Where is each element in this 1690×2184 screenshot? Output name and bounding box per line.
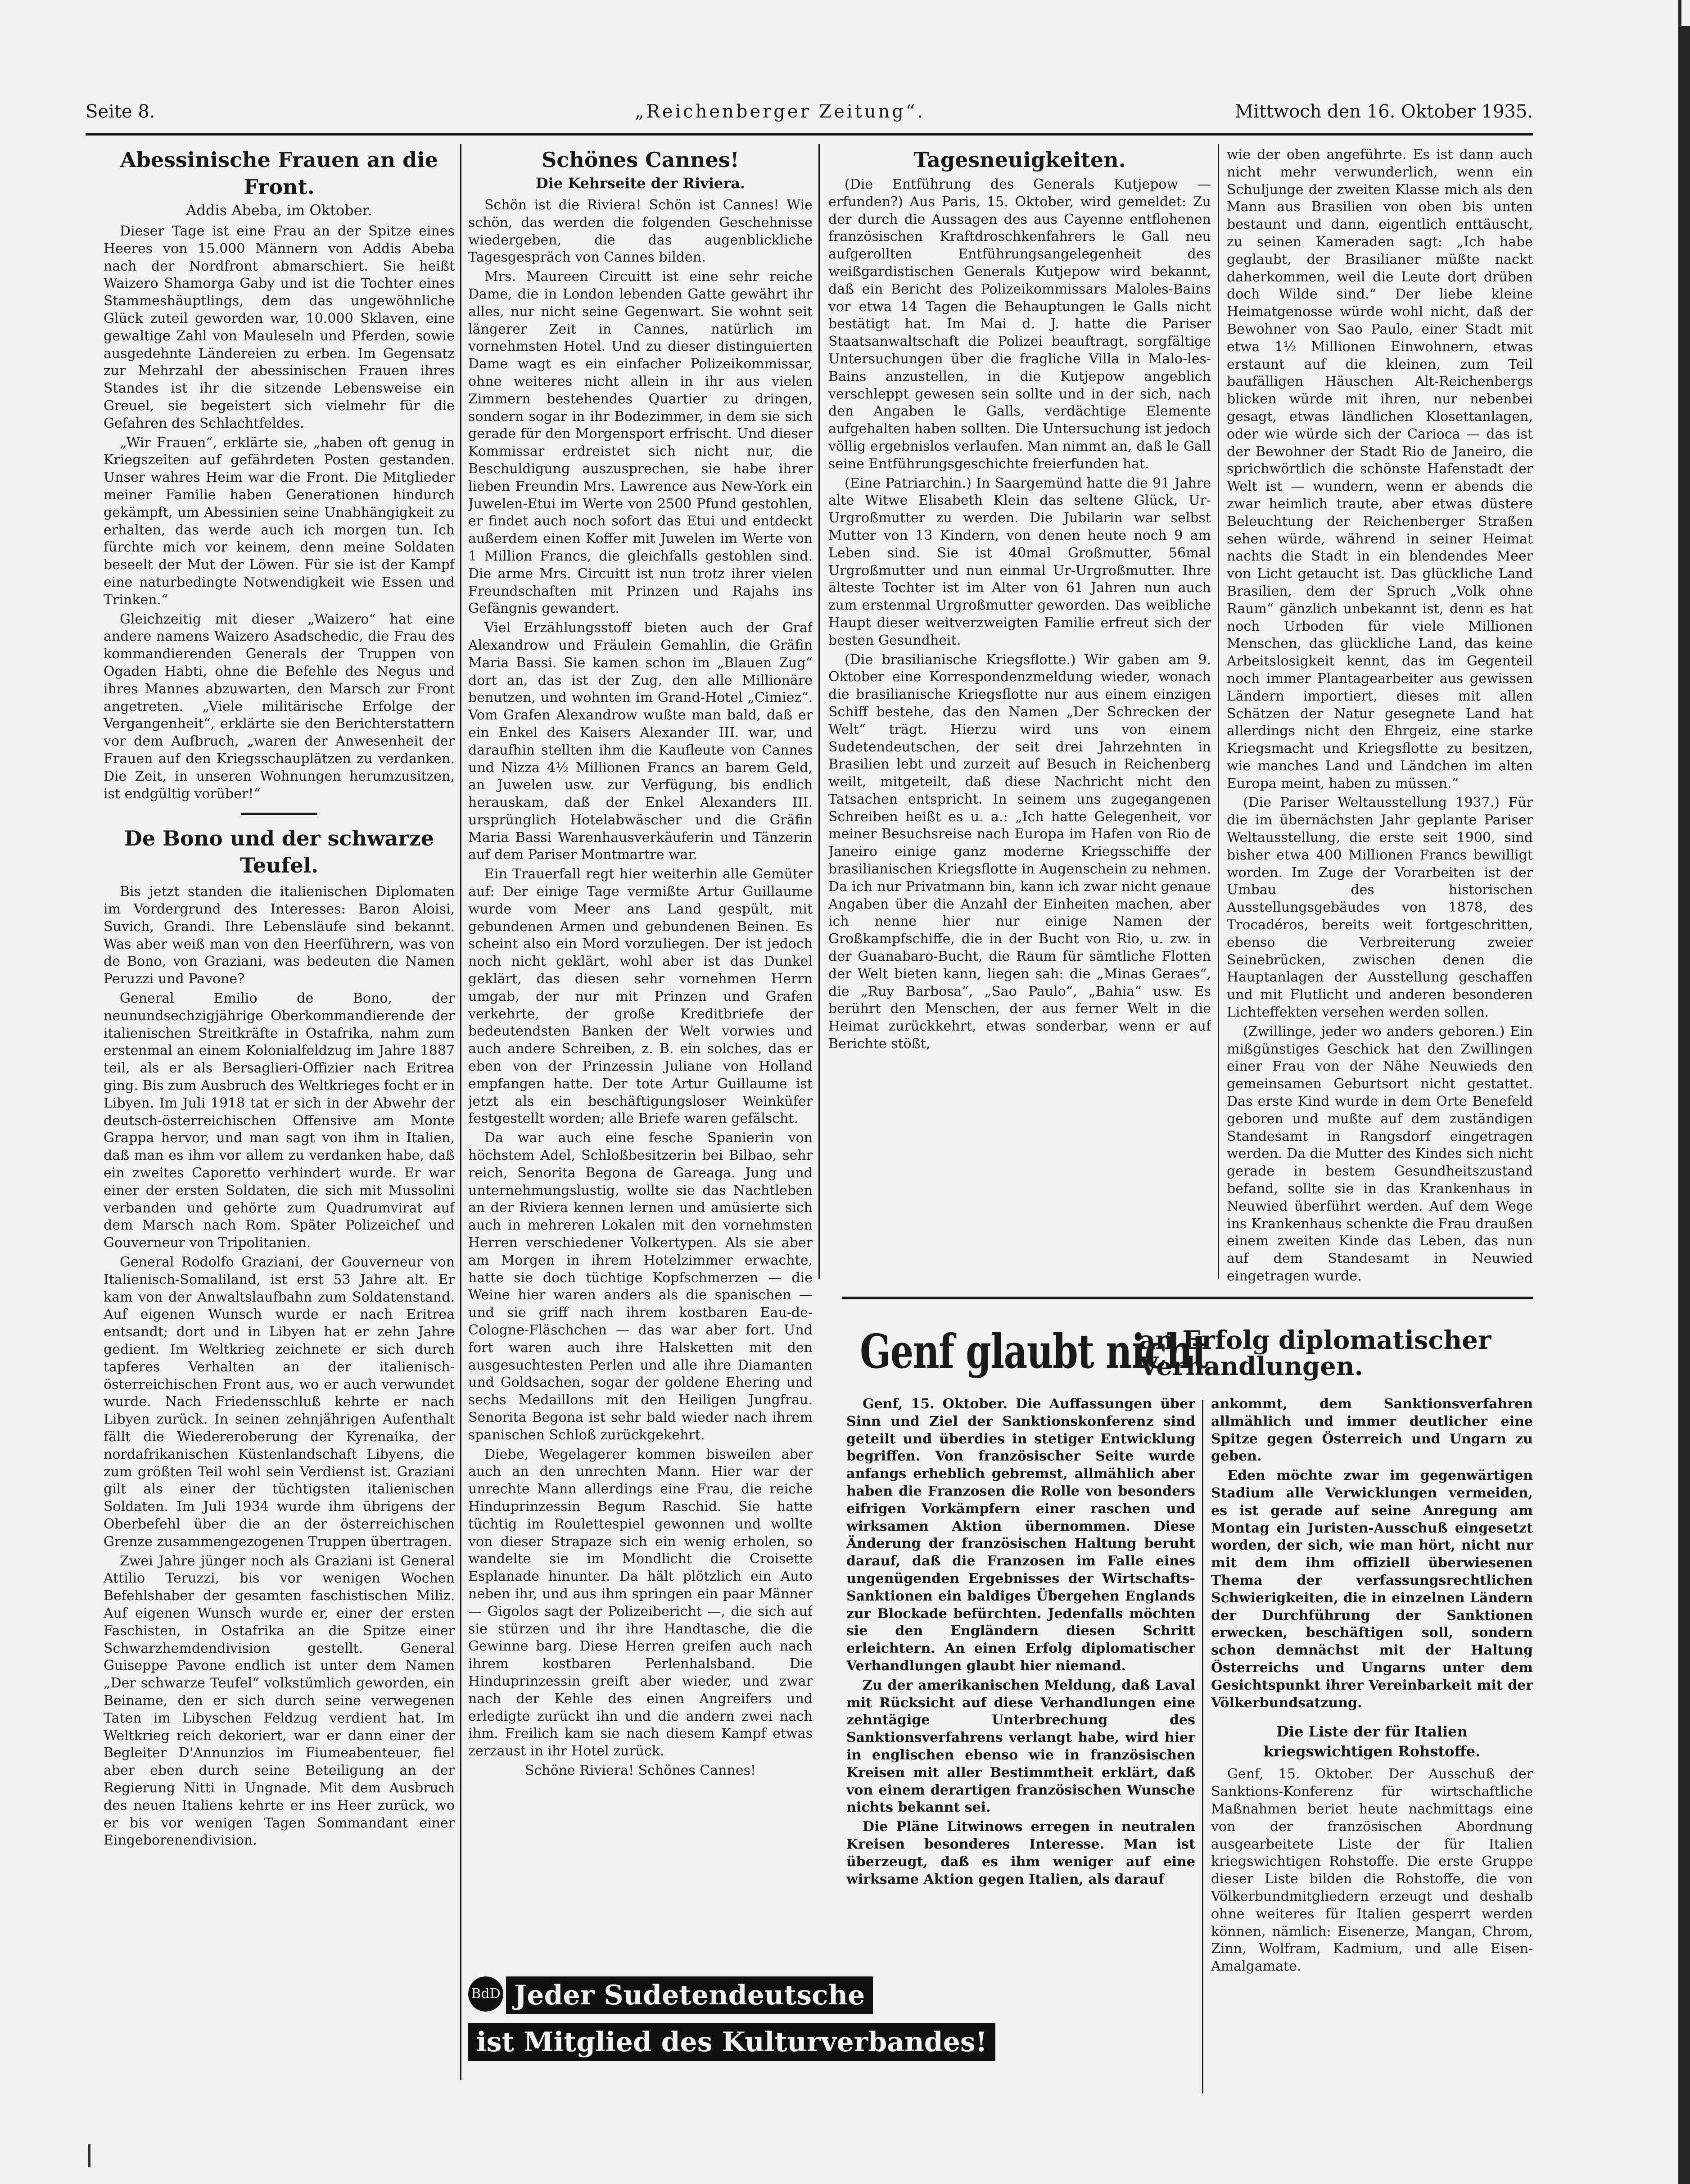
paragraph: Die Pläne Litwinows erregen in neutralen Kreisen besonderes Interesse. Man ist überzeugt, daß es ihm weniger auf eine wirksame Aktion gegen Italien, als darauf — [846, 1819, 1195, 1887]
article-title-cannes: Schönes Cannes! — [542, 148, 739, 172]
ad-line-1: Jeder Sudetendeutsche — [506, 1976, 873, 2014]
paragraph: Gleichzeitig mit dieser „Waizero“ hat eine andere namens Waizero Asadschedic, die Frau des kommandierenden Generals der Truppen von Ogaden Habti, ohne die Befehle des Negus und ihres Mannes abzuwarten, den Marsch zur Front angetreten. „Viele militärische Erfolge der Vergangenheit“, erklärte sie den Berichterstattern vor dem Aufbruch, „waren der Anwesenheit der Frauen auf den Kriegsschauplätzen zu verdanken. Die Zeit, in unseren Wohnungen herumzusitzen, ist endgültig vorüber!“ — [104, 611, 455, 802]
closing-line: Schöne Riviera! Schönes Cannes! — [524, 1762, 756, 1778]
margin-mark — [88, 2144, 90, 2167]
article-title-abyssinian-women: Abessinische Frauen an die Front. — [120, 148, 438, 199]
page-edge — [1678, 0, 1690, 2184]
paragraph: Dieser Tage ist eine Frau an der Spitze eines Heeres von 15.000 Männern von Addis Abeba nach der Nordfront abmarschiert. Sie heißt Waizero Shamorga Gaby und ist die Tochter eines Stammeshäuptlings, dem das ungewöhnliche Glück zuteil geworden war, 10.000 Sklaven, eine gewaltige Zahl von Mauleseln und Pferden, sowie ausgedehnte Ländereien zu erben. Im Gegensatz zur Mehrzahl der abessinischen Frauen ihres Standes ist ihr die sitzende Lebensweise ein Greuel, sie begeistert sich vielmehr für die Gefahren des Schlachtfeldes. — [104, 223, 455, 431]
paragraph: (Die Pariser Weltausstellung 1937.) Für die im übernächsten Jahr geplante Pariser Weltausstellung, die erste seit 1900, sind bisher etwa 400 Millionen Francs bewilligt worden. Im Zuge der Vorarbeiten ist der Umbau des historischen Ausstellungsgebäudes von 1878, des Trocadéros, bereits weit fortgeschritten, ebenso die Verbreiterung zweier Seinebrücken, zwischen denen die Hauptanlagen der Ausstellung geschaffen und mit Flutlicht und anderen besonderen Lichteffekten versehen werden sollen. — [1227, 795, 1533, 1021]
paragraph: Viel Erzählungsstoff bieten auch der Graf Alexandrow und Fräulein Gemahlin, die Gräfin Maria Bassi. Sie kamen schon im „Blauen Zug“ dort an, das ist der Zug, den alle Millionäre benutzen, und wohnten im Grand-Hotel „Cimiez“. Vom Grafen Alexandrow wußte man bald, daß er ein Enkel des Kaisers Alexander III. war, und daraufhin stellten ihm die Kaufleute von Cannes und Nizza 4½ Millionen Francs an barem Geld, an Juwelen usw. zur Verfügung, bis endlich herauskam, daß der Enkel Alexanders III. ursprünglich Hotelabwäscher und die Gräfin Maria Bassi Warenhausverkäuferin und Tänzerin auf dem Pariser Montmartre war. — [468, 620, 813, 863]
page-number: Seite 8. — [86, 101, 155, 122]
paragraph: Mrs. Maureen Circuitt ist eine sehr reiche Dame, die in London lebenden Gatte gewährt ihr alles, nur nicht seine Gegenwart. Sie wohnt seit längerer Zeit in Cannes, natürlich im vornehmsten Hotel. Und zu dieser distinguierten Dame wagt es ein einfacher Polizeikommissar, ohne weiteres nicht allein in ihr aus vielen Zimmern bestehendes Quartier zu dringen, sondern sogar in ihr Bodezimmer, in dem sie sich gerade für den Morgensport erfrischt. Und dieser Kommissar erdreistet sich nicht nur, die Beschuldigung auszusprechen, sie habe ihrer lieben Freundin Mrs. Lawrence aus New-York ein Juwelen-Etui im Werte von 2500 Pfund gestohlen, er findet auch noch sofort das Etui und entdeckt außerdem einen Koffer mit Juwelen im Werte von 1 Million Francs, die gleichfalls gestohlen sind. Die arme Mrs. Circuitt ist nun trotz ihrer vielen Freundschaften mit Prinzen und Rajahs ins Gefängnis gewandert. — [468, 269, 813, 617]
paragraph: Ein Trauerfall regt hier weiterhin alle Gemüter auf: Der einige Tage vermißte Artur Guillaume wurde vom Meer ans Land gespült, mit gebundenen Armen und gebundenen Beinen. Es scheint also ein Mord vorzuliegen. Der ist jedoch noch nicht geklärt, wohl aber ist das Dunkel geklärt, das diesen sehr vornehmen Herrn umgab, der nur mit Prinzen und Grafen verkehrte, der große Kreditbriefe der bedeutendsten Banken der Welt vorwies und auch andere Schreiben, z. B. ein solches, das er eben von der Prinzessin Juliane von Holland empfangen hatte. Der tote Artur Guillaume ist jetzt als ein beschäftigungsloser Weinküfer festgestellt worden; alle Briefe waren gefälscht. — [468, 866, 813, 1127]
paragraph: General Emilio de Bono, der neunundsechzigjährige Oberkommandierende der italienischen Streitkräfte in Ostafrika, nahm zum erstenmal an einem Kolonialfeldzug im Jahre 1887 teil, als er als Bersaglieri-Offizier nach Eritrea ging. Bis zum Ausbruch des Weltkrieges focht er in Libyen. Im Juli 1918 tat er sich in der Abwehr der deutsch-österreichischen Offensive am Monte Grappa hervor, und man sagt von ihm in Italien, daß man es ihm vor allem zu verdanken habe, daß ein zweites Caporetto verhindert wurde. Er war einer der ersten Soldaten, die sich mit Mussolini verbanden und gehörte zum Quadrumvirat auf dem Marsch nach Rom. Später Polizeichef und Gouverneur von Tripolitanien. — [104, 990, 455, 1251]
page-header — [86, 101, 1533, 128]
article-title-daily-news: Tagesneuigkeiten. — [913, 148, 1126, 172]
paragraph: ankommt, dem Sanktionsverfahren allmählich und immer deutlicher eine Spitze gegen Österreich und Ungarn zu geben. — [1211, 1396, 1533, 1465]
article-subtitle-cannes: Die Kehrseite der Riviera. — [535, 175, 746, 192]
paragraph: Da war auch eine fesche Spanierin von höchstem Adel, Schloßbesitzerin bei Bilbao, sehr reich, Senorita Begona de Gareaga. Jung und unternehmungslustig, wollte sie das Nachtleben an der Riviera kennen lernen und amüsierte sich auch in mehreren Lokalen mit den vornehmsten Herren verschiedener Volkertypen. Als sie aber am Morgen in ihrem Hotelzimmer erwachte, hatte sie doch tüchtige Kopfschmerzen — die Weine hier waren anders als die spanischen — und sie griff nach ihrem kostbaren Eau-de-Cologne-Fläschchen — das war aber fort. Und fort waren auch ihre Halsketten mit den ausgesuchtesten Perlen und alle ihre Diamanten und Goldsachen, sogar der goldene Ehering und sechs Medaillons mit den Heiligen Jungfrau. Senorita Begona ist sehr bald wieder nach ihrem spanischen Schloß zurückgekehrt. — [468, 1130, 813, 1443]
column-3 — [828, 146, 1211, 1290]
association-logo: BdD — [468, 1976, 503, 2012]
paragraph: (Die brasilianische Kriegsflotte.) Wir gaben am 9. Oktober eine Korrespondenzmeldung wieder, wonach die brasilianische Kriegsflotte nur aus einem einzigen Schiff bestehe, das den Namen „Der Schrecken der Welt“ trägt. Hierzu wird uns von einem Sudetendeutschen, der seit drei Jahrzehnten in Brasilien lebt und zurzeit auf Besuch in Reichenberg weilt, mitgeteilt, daß diese Nachricht nicht den Tatsachen entspricht. In seinem uns zugegangenen Schreiben heißt es u. a.: „Ich hatte Gelegenheit, vor meiner Besuchsreise nach Europa im Hafen von Rio de Janeiro einige ganz moderne Kriegsschiffe der brasilianischen Kriegsflotte in Augenschein zu nehmen. Da ich nur Privatmann bin, kann ich zwar nicht genaue Angaben über die Anzahl der Einheiten machen, aber ich nenne hier nur einige Namen der Großkampfschiffe, die in der Bucht von Rio, u. zw. in der Guanabaro-Bucht, die Raum für sämtliche Flotten der Welt bieten kann, liegen sah: die „Minas Geraes“, die „Ruy Barbosa“, „Sao Paulo“, „Bahia“ usw. Es berührt den Menschen, der aus ferner Welt in die Heimat zurückkehrt, etwas sonderbar, wenn er auf Berichte stößt, — [828, 651, 1211, 1052]
article-title-de-bono: De Bono und der schwarze Teufel. — [124, 826, 434, 878]
subsection-title-raw-materials: Die Liste der für Italien kriegswichtigen Rohstoffe. — [1263, 1723, 1481, 1760]
paragraph: Genf, 15. Oktober. Der Ausschuß der Sanktions-Konferenz für wirtschaftliche Maßnahmen beriet heute nachmittags eine von der französischen Abordnung ausgearbeitete Liste der für Italien kriegswichtigen Rohstoffe. Die erste Gruppe dieser Liste bilden die Rohstoffe, die von Völkerbundmitgliedern erzeugt und deshalb ohne weiteres für Italien gesperrt werden können, nämlich: Eisenerze, Mangan, Chrom, Zinn, Wolfram, Kadmium, und alle Eisen-Amalgamate. — [1211, 1766, 1533, 1975]
column-1 — [104, 146, 455, 2082]
geneva-column-left — [846, 1396, 1195, 2094]
paragraph: (Zwillinge, jeder wo anders geboren.) Ein mißgünstiges Geschick hat den Zwillingen einer Frau von der Nähe Neuwieds den gemeinsamen Geburtsort nicht gestattet. Das erste Kind wurde in dem Orte Benefeld geboren und mußte auf dem zuständigen Standesamt in Rangsdorf eingetragen werden. Da die Mutter des Kindes sich nicht gerade in bestem Gesundheitszustand befand, sollte sie in das Krankenhaus in Neuwied überführt werden. Auf dem Wege ins Krankenhaus schenkte die Frau draußen einem zweiten Kinde das Leben, das nun auf dem Standesamt in Neuwied eingetragen wurde. — [1227, 1023, 1533, 1284]
paragraph: (Eine Patriarchin.) In Saargemünd hatte die 91 Jahre alte Witwe Elisabeth Klein das seltene Glück, Ur-Urgroßmutter zu werden. Die Jubilarin war selbst Mutter von 13 Kindern, von denen heute noch 9 am Leben sind. Sie ist 40mal Großmutter, 56mal Urgroßmutter und nun einmal Ur-Urgroßmutter. Ihre älteste Tochter ist im Alter von 61 Jahren nun auch zum erstenmal Urgroßmutter geworden. Das weibliche Haupt dieser weitverzweigten Familie erfreut sich der besten Gesundheit. — [828, 475, 1211, 648]
newspaper-title: „Reichenberger Zeitung“. — [635, 101, 926, 122]
geneva-headline — [860, 1324, 1535, 1387]
paragraph: Diebe, Wegelagerer kommen bisweilen aber auch an den unrechten Mann. Hier war der unrechte Mann allerdings eine Frau, die reiche Hinduprinzessin Begum Raschid. Sie hatte tüchtig im Roulettespiel gewonnen und wollte von dieser Strapaze sich ein wenig erholen, so wandelte sie im Mondlicht die Croisette Esplanade hinunter. Da hält plötzlich ein Auto neben ihr, und aus ihm springen ein paar Männer — Gigolos sagt der Polizeibericht —, die sich auf sie stürzen und ihr ihre Handtasche, die die Gewinne barg. Diese Herren greifen auch nach ihrem kostbaren Perlenhalsband. Die Hinduprinzessin greift aber wieder, und zwar nach der Kehle des einen Angreifers und erledigte zurückt ihn und die andern zwei nach ihm. Freilich kam sie nach diesem Kampf etwas zerzaust in ihr Hotel zurück. — [468, 1446, 813, 1759]
column-rule-3 — [1218, 144, 1219, 1279]
paragraph: wie der oben angeführte. Es ist dann auch nicht mehr verwunderlich, wenn ein Schuljunge der zweiten Klasse mich als den Mann aus Brasilien von oben bis unten bestaunt und dann, eigentlich enttäuscht, zu seinen Kameraden sagt: „Ich habe geglaubt, der Brasilianer müßte nackt daherkommen, weil die Leute dort drüben doch Wilde sind.“ Der liebe kleine Heimatgenosse würde wohl nicht, daß der Bewohner von Sao Paulo, einer Stadt mit etwa 1½ Millionen Einwohnern, etwas erstaunt auf die kleinen, zum Teil baufälligen Häuschen Alt-Reichenbergs blicken würde mit ihren, nur nebenbei gesagt, etwas ländlichen Klosettanlagen, oder wie würde sich der Carioca — das ist der Bewohner der Stadt Rio de Janeiro, die sprichwörtlich die schönste Hafenstadt der Welt ist — wundern, wenn er abends die zwar heimlich traute, aber etwas düstere Beleuchtung der Reichenberger Straßen sehen würde, während in seiner Heimat nachts die Stadt in ein blendendes Meer von Licht getaucht ist. Das glückliche Land Brasilien, dem der Spruch „Volk ohne Raum“ gänzlich unbekannt ist, denn es hat noch Urboden für viele Millionen Menschen, das glückliche Land, das keine Arbeitslosigkeit kennt, das im Gegenteil noch immer Plantagearbeiter aus gewissen Ländern importiert, dieses mit allen Schätzen der Natur gesegnete Land hat allerdings nicht den Ehrgeiz, eine starke Kriegsmacht und Kriegsflotte zu besitzen, wie manches Land und Ländchen im alten Europa meint, haben zu müssen.“ — [1227, 147, 1533, 791]
ad-line-2: ist Mitglied des Kulturverbandes! — [468, 2023, 995, 2061]
article-separator — [241, 813, 317, 815]
paragraph: Zwei Jahre jünger noch als Graziani ist General Attilio Teruzzi, bis vor wenigen Wochen Befehlshaber der gesamten faschistischen Miliz. Auf eigenen Wunsch wurde er, einer der ersten Faschisten, in Ostafrika an die Spitze einer Schwarzhemdendivision gestellt. General Guiseppe Pavone endlich ist unter dem Namen „Der schwarze Teufel“ volkstümlich geworden, ein Beiname, den er sich durch seine verwegenen Taten im Libyschen Feldzug verdient hat. Im Weltkrieg reich dekoriert, war er dann einer der Begleiter D'Annunzios im Fiumeabenteuer, fiel aber eben durch seine Beteiligung an der Regierung Nitti in Ungnade. Mit dem Ausbruch des neuen Italiens kehrte er ins Heer zurück, wo er bis vor wenigen Tagen Sommandant einer Eingeborenendivision. — [104, 1553, 455, 1849]
paragraph: „Wir Frauen“, erklärte sie, „haben oft genug in Kriegszeiten auf gefährdeten Posten gestanden. Unser wahres Heim war die Front. Die Mitglieder meiner Familie haben Generationen hindurch gekämpft, um Abessinien seine Unabhängigkeit zu erhalten, das werde auch ich morgen tun. Ich fürchte mich vor keinem, denn meine Soldaten beseelt der Mut der Löwen. Für sie ist der Kampf eine naturbedingte Notwendigkeit wie Essen und Trinken.“ — [104, 434, 455, 608]
paragraph: General Rodolfo Graziani, der Gouverneur von Italienisch-Somaliland, ist erst 53 Jahre alt. Er kam von der Anwaltslaufbahn zum Soldatenstand. Auf eigenen Wunsch wurde er nach Eritrea entsandt; dort und in Libyen hat er zehn Jahre gedient. Im Weltkrieg zeichnete er sich durch tapferes Verhalten an der italienisch-österreichischen Front aus, wo er auch verwundet wurde. Nach Friedensschluß kehrte er nach Libyen zurück. In seinen zehnjährigen Aufenthalt fällt die Wiedereroberung der Kyrenaika, der nordafrikanischen Küstenlandschaft Libyens, die zum größten Teil wohl sein Verdienst ist. Graziani gilt als einer der tüchtigsten italienischen Soldaten. Im Juli 1934 wurde ihm übrigens der Oberbefehl über die an der österreichischen Grenze zusammengezogenen Truppen übertragen. — [104, 1254, 455, 1550]
page-edge-notch — [1681, 0, 1690, 26]
column-rule-2 — [818, 144, 820, 1279]
header-rule — [86, 133, 1533, 136]
section-rule — [842, 1297, 1533, 1299]
dateline-addis-abeba: Addis Abeba, im Oktober. — [186, 202, 372, 219]
headline-big: Genf glaubt nicht — [860, 1324, 1208, 1379]
paragraph: Genf, 15. Oktober. Die Auffassungen über Sinn und Ziel der Sanktionskonferenz sind geteilt und überdies in stetiger Entwicklung begriffen. Von französischer Seite wurde anfangs erheblich gebremst, allmählich aber haben die Franzosen die Rolle von besonders eifrigen Vorkämpfern einer raschen und wirksamen Aktion übernommen. Diese Änderung der französischen Haltung beruht darauf, daß die Franzosen im Falle eines ungenügenden Ergebnisses der Wirtschafts-Sanktionen ein baldiges Übergehen Englands zur Blockade befürchten. Jedenfalls möchten sie den Engländern diesen Schritt erleichtern. An einen Erfolg diplomatischer Verhandlungen glaubt hier niemand. — [846, 1396, 1195, 1674]
column-4 — [1227, 146, 1533, 1290]
paragraph: (Die Entführung des Generals Kutjepow — erfunden?) Aus Paris, 15. Oktober, wird gemeldet: Zu der durch die Aussagen des aus Cayenne entflohenen französischen Kraftdroschkenfahrers le Gall neu aufgerollten Entführungsangelegenheit des weißgardistischen Generals Kutjepow wird bekannt, daß ein Bericht des Polizeikommissars Maloles-Bains vor etwa 14 Tagen die Behauptungen le Galls nicht bestätigt hat. Im Mai d. J. hatte die Pariser Staatsanwaltschaft die Polizei beauftragt, sorgfältige Untersuchungen über die fragliche Villa in Malo-les-Bains anzustellen, in die Kutjepow angeblich verschleppt gewesen sein sollte und in der sich, nach den Angaben le Galls, verdächtige Elemente aufgehalten haben sollten. Die Untersuchung ist jedoch völlig ergebnislos verlaufen. Man nimmt an, daß le Gall seine Entführungsgeschichte freierfunden hat. — [828, 176, 1211, 472]
column-rule-geneva — [1202, 1400, 1203, 2094]
paragraph: Schön ist die Riviera! Schön ist Cannes! Wie schön, das werden die folgenden Geschehnisse wiedergeben, die das augenblickliche Tagesgespräch von Cannes bilden. — [468, 197, 813, 266]
issue-date: Mittwoch den 16. Oktober 1935. — [1235, 101, 1533, 122]
geneva-column-right — [1211, 1396, 1533, 2094]
column-rule-1 — [460, 144, 461, 2080]
kulturverband-ad — [468, 1976, 987, 2069]
column-2 — [468, 146, 813, 1974]
paragraph: Bis jetzt standen die italienischen Diplomaten im Vordergrund des Interesses: Baron Aloisi, Suvich, Grandi. Ihre Lebensläufe sind bekannt. Was aber weiß man von den Heerführern, was von de Bono, von Graziani, was bedeuten die Namen Peruzzi und Pavone? — [104, 884, 455, 987]
paragraph: Zu der amerikanischen Meldung, daß Laval mit Rücksicht auf diese Verhandlungen eine zehntägige Unterbrechung des Sanktionsverfahrens verlangt habe, wird hier in englischen ebenso wie in französischen Kreisen mit aller Bestimmtheit erklärt, daß von einem derartigen französischen Wunsche nichts bekannt sei. — [846, 1677, 1195, 1816]
paragraph: Eden möchte zwar im gegenwärtigen Stadium alle Verwicklungen vermeiden, es ist gerade auf seine Anregung am Montag ein Juristen-Ausschuß eingesetzt worden, der sich, wie man hört, nicht nur mit dem ihm offiziell überwiesenen Thema der verfassungsrechtlichen Schwierigkeiten, die in einzelnen Ländern der Durchführung der Sanktionen erwecken, beschäftigen soll, sondern schon demnächst mit der Haltung Österreichs und Ungarns unter dem Gesichtspunkt ihrer Vereinbarkeit mit der Völkerbundsatzung. — [1211, 1468, 1533, 1711]
headline-small: an Erfolg diplomatischer Verhandlungen. — [1139, 1325, 1491, 1381]
